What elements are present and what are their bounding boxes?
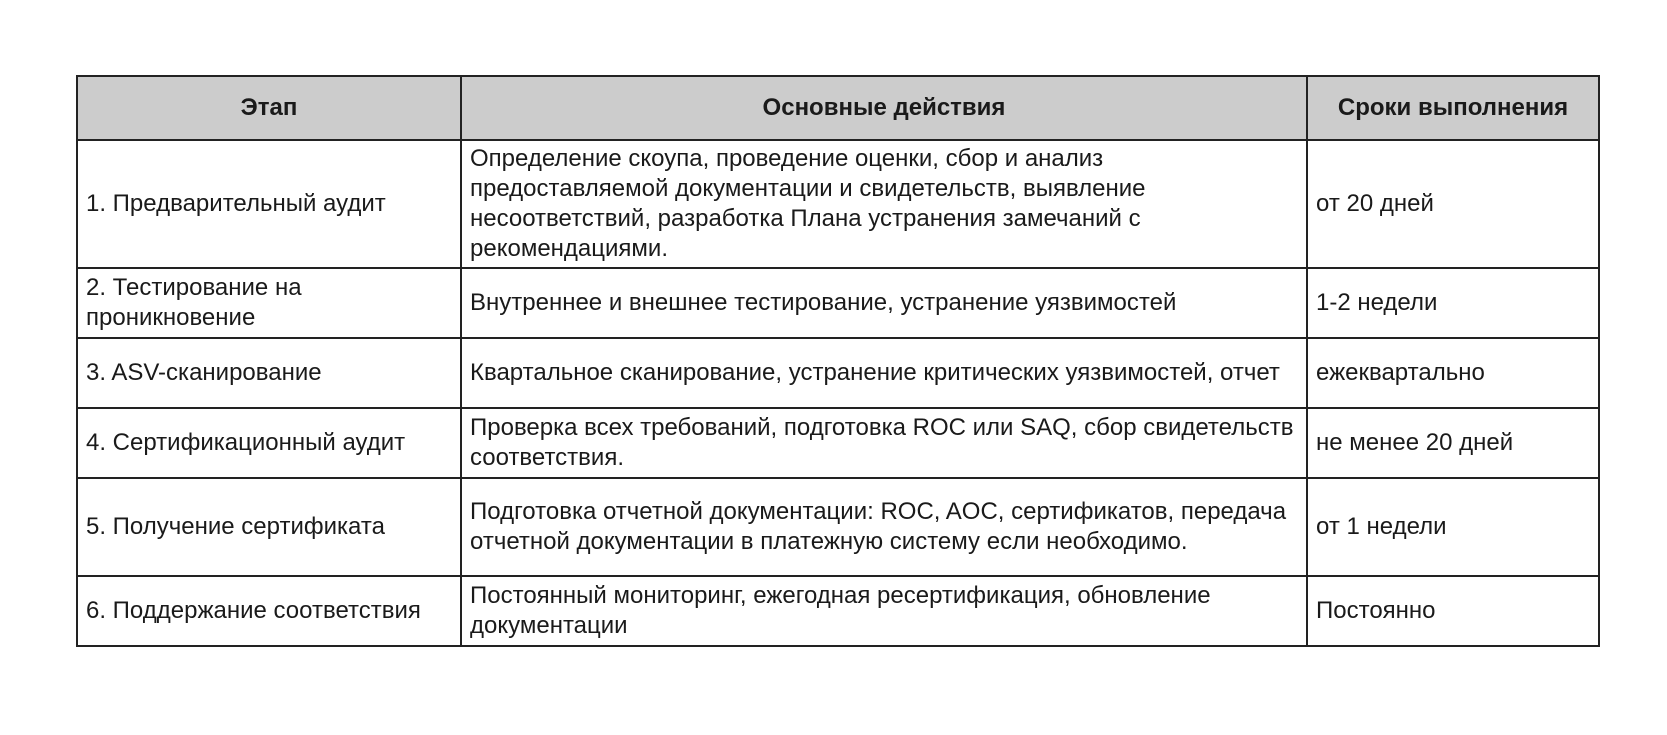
stage-cell: 2. Тестирование на проникновение bbox=[77, 268, 461, 338]
actions-cell: Определение скоупа, проведение оценки, сбор и анализ предоставляемой документации и свидетельств, выявление несоответствий, разработка Плана устранения замечаний с рекомендациями. bbox=[461, 140, 1307, 268]
terms-cell: от 20 дней bbox=[1307, 140, 1599, 268]
header-row bbox=[77, 76, 1599, 140]
actions-cell: Внутреннее и внешнее тестирование, устранение уязвимостей bbox=[461, 268, 1307, 338]
table-row bbox=[77, 478, 1599, 576]
table-row bbox=[77, 408, 1599, 478]
header-actions: Основные действия bbox=[461, 76, 1307, 140]
table-row bbox=[77, 576, 1599, 646]
stage-cell: 1. Предварительный аудит bbox=[77, 140, 461, 268]
table-row bbox=[77, 338, 1599, 408]
stage-cell: 6. Поддержание соответствия bbox=[77, 576, 461, 646]
stage-cell: 4. Сертификационный аудит bbox=[77, 408, 461, 478]
table-header bbox=[77, 76, 1599, 140]
terms-cell: не менее 20 дней bbox=[1307, 408, 1599, 478]
table-row bbox=[77, 140, 1599, 268]
actions-cell: Квартальное сканирование, устранение критических уязвимостей, отчет bbox=[461, 338, 1307, 408]
stage-cell: 5. Получение сертификата bbox=[77, 478, 461, 576]
actions-cell: Проверка всех требований, подготовка ROC или SAQ, сбор свидетельств соответствия. bbox=[461, 408, 1307, 478]
terms-cell: от 1 недели bbox=[1307, 478, 1599, 576]
actions-cell: Постоянный мониторинг, ежегодная ресертификация, обновление документации bbox=[461, 576, 1307, 646]
table-body bbox=[77, 140, 1599, 646]
stage-cell: 3. ASV-сканирование bbox=[77, 338, 461, 408]
terms-cell: Постоянно bbox=[1307, 576, 1599, 646]
table-row bbox=[77, 268, 1599, 338]
terms-cell: 1-2 недели bbox=[1307, 268, 1599, 338]
actions-cell: Подготовка отчетной документации: ROC, AOC, сертификатов, передача отчетной документации в платежную систему если необходимо. bbox=[461, 478, 1307, 576]
stages-table bbox=[76, 75, 1600, 647]
header-terms: Сроки выполнения bbox=[1307, 76, 1599, 140]
header-stage: Этап bbox=[77, 76, 461, 140]
terms-cell: ежеквартально bbox=[1307, 338, 1599, 408]
